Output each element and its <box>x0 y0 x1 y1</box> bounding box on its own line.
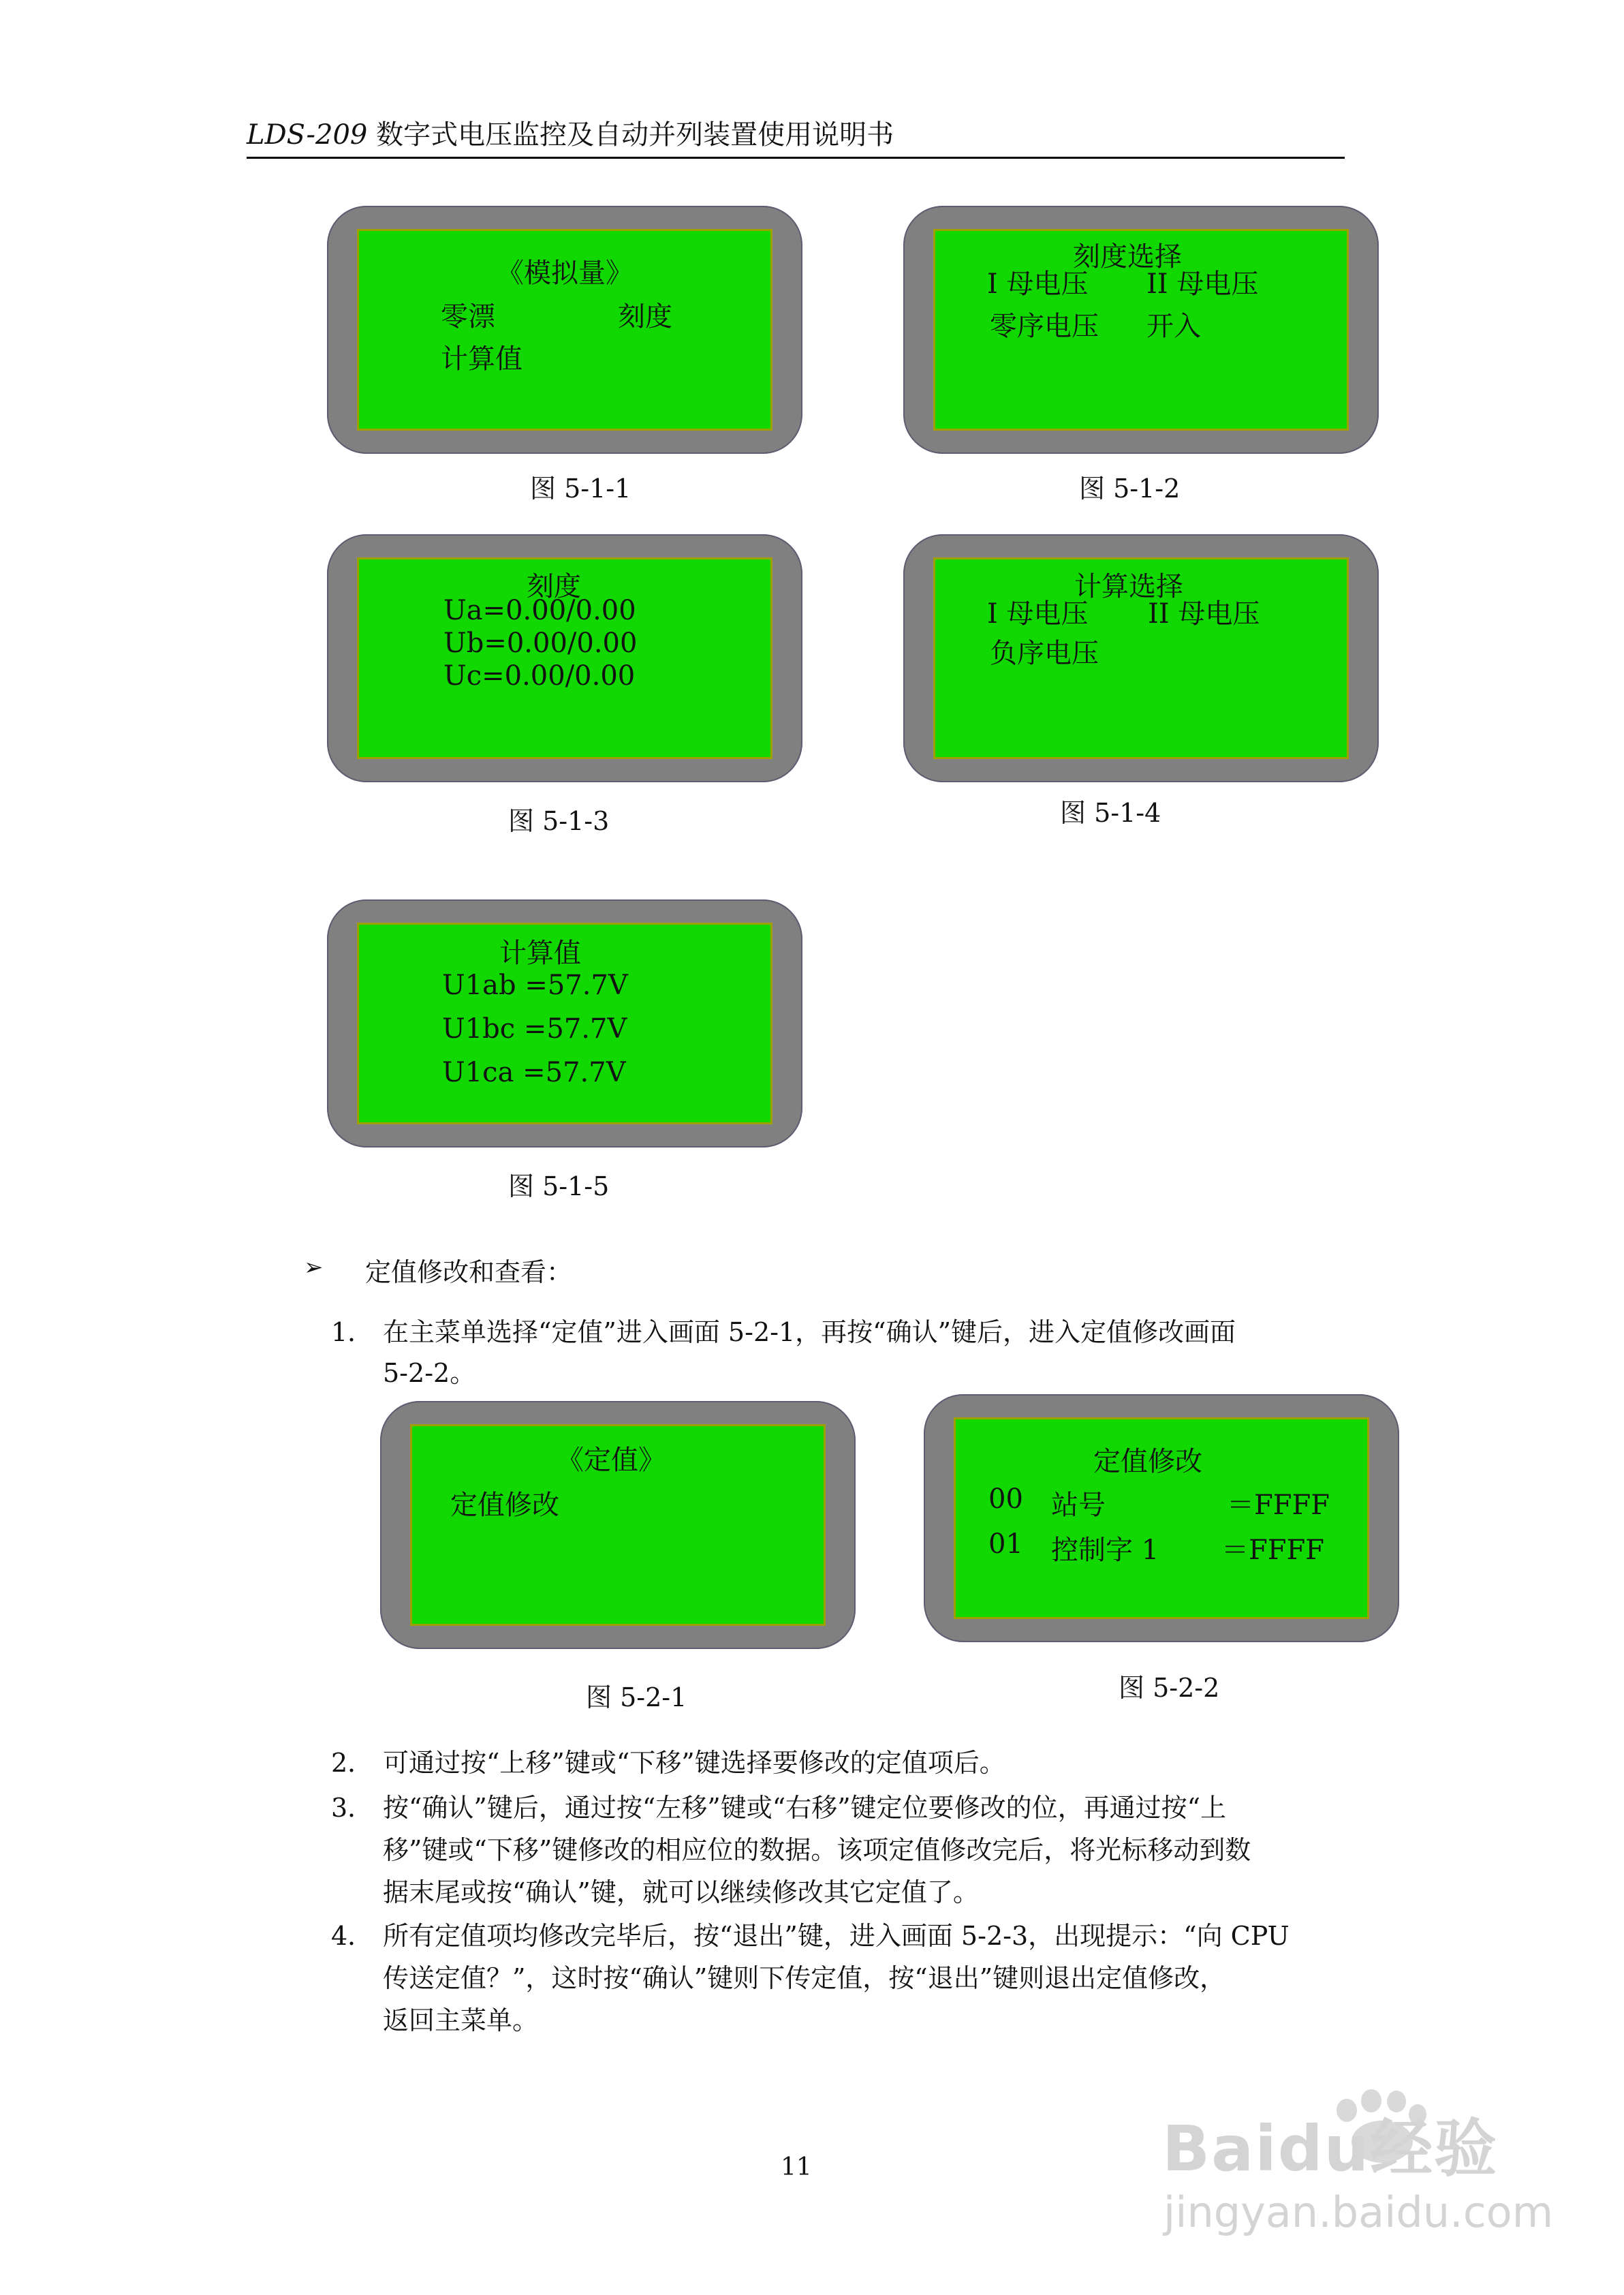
step-line: 在主菜单选择“定值”进入画面 5-2-1，再按“确认”键后，进入定值修改画面 <box>383 1317 1236 1347</box>
lcd-panel-5-2-1 <box>380 1401 856 1649</box>
step-line: 按“确认”键后，通过按“左移”键或“右移”键定位要修改的位，再通过按“上 <box>383 1793 1226 1823</box>
lcd-item-scale: 刻度 <box>618 301 672 333</box>
lcd-panel-5-2-2 <box>924 1394 1399 1642</box>
lcd-item-i-bus-voltage: I 母电压 <box>987 268 1089 300</box>
lcd-screen <box>410 1424 826 1626</box>
figure-caption-5-1-5: 图 5-1-5 <box>508 1171 610 1201</box>
figure-caption-5-1-2: 图 5-1-2 <box>1079 474 1181 504</box>
lcd-screen <box>933 557 1349 759</box>
lcd-screen <box>954 1417 1369 1619</box>
lcd-row-label-control-word: 控制字 1 <box>1051 1535 1159 1566</box>
lcd-item-ii-bus-voltage: II 母电压 <box>1146 268 1259 300</box>
step-number: 4． <box>331 1921 374 1951</box>
figure-caption-5-1-4: 图 5-1-4 <box>1060 798 1161 828</box>
lcd-value-ub: Ub=0.00/0.00 <box>443 628 638 659</box>
lcd-row-label-station-no: 站号 <box>1051 1490 1106 1521</box>
lcd-panel-5-1-2 <box>903 206 1379 454</box>
lcd-title: 《模拟量》 <box>497 258 633 289</box>
step-line: 返回主菜单。 <box>383 2005 539 2035</box>
lcd-row-value: ＝FFFF <box>1221 1535 1325 1566</box>
lcd-title: 《定值》 <box>557 1445 666 1476</box>
lcd-title: 计算值 <box>499 938 581 969</box>
lcd-item-setting-modify: 定值修改 <box>450 1490 559 1521</box>
lcd-item-zero-drift: 零漂 <box>441 301 495 333</box>
section-heading: 定值修改和查看： <box>365 1257 573 1287</box>
lcd-item-binary-input: 开入 <box>1146 311 1201 342</box>
lcd-screen <box>357 229 772 431</box>
lcd-item-calc-value: 计算值 <box>441 343 522 375</box>
lcd-panel-5-1-5 <box>327 899 802 1148</box>
watermark-url: jingyan.baidu.com <box>1164 2187 1554 2237</box>
lcd-item-ii-bus-voltage: II 母电压 <box>1148 598 1260 630</box>
lcd-title: 定值修改 <box>1093 1446 1202 1477</box>
lcd-row-value: ＝FFFF <box>1227 1490 1330 1521</box>
lcd-title: 刻度 <box>527 571 581 602</box>
figure-caption-5-1-3: 图 5-1-3 <box>508 806 610 836</box>
step-line: 移”键或“下移”键修改的相应位的数据。该项定值修改完后，将光标移动到数 <box>383 1835 1251 1865</box>
figure-caption-5-2-1: 图 5-2-1 <box>586 1682 687 1712</box>
lcd-panel-5-1-1 <box>327 206 802 454</box>
lcd-screen <box>357 557 772 759</box>
header-divider <box>247 157 1345 159</box>
lcd-screen <box>933 229 1349 431</box>
step-line: 据末尾或按“确认”键，就可以继续修改其它定值了。 <box>383 1877 979 1907</box>
lcd-item-neg-seq-voltage: 负序电压 <box>990 638 1099 669</box>
bullet-arrow-icon: ➢ <box>304 1254 324 1281</box>
page-number: 11 <box>781 2153 812 2181</box>
lcd-item-i-bus-voltage: I 母电压 <box>987 598 1089 630</box>
document-header <box>247 113 894 152</box>
step-number: 3． <box>331 1793 374 1823</box>
step-line: 所有定值项均修改完毕后，按“退出”键，进入画面 5-2-3，出现提示：“向 CPU <box>383 1921 1290 1951</box>
step-number: 2． <box>331 1748 374 1778</box>
step-line: 传送定值？”，这时按“确认”键则下传定值，按“退出”键则退出定值修改， <box>383 1963 1226 1993</box>
lcd-title: 计算选择 <box>1074 571 1183 602</box>
lcd-row-number: 00 <box>988 1483 1023 1515</box>
lcd-row-number: 01 <box>988 1528 1023 1560</box>
manual-title: 数字式电压监控及自动并列装置使用说明书 <box>367 119 894 151</box>
lcd-value-u1ab: U1ab =57.7V <box>442 970 628 1001</box>
step-number: 1． <box>331 1317 374 1347</box>
lcd-title: 刻度选择 <box>1073 241 1182 273</box>
watermark-brand: Baidu经验 <box>1162 2112 1499 2185</box>
lcd-value-u1ca: U1ca =57.7V <box>442 1057 626 1088</box>
step-line: 5-2-2。 <box>383 1358 476 1388</box>
lcd-value-ua: Ua=0.00/0.00 <box>443 595 636 626</box>
product-model: LDS-209 <box>247 119 368 151</box>
lcd-value-u1bc: U1bc =57.7V <box>442 1013 627 1045</box>
lcd-panel-5-1-4 <box>903 534 1379 782</box>
figure-caption-5-2-2: 图 5-2-2 <box>1119 1673 1220 1703</box>
lcd-item-zero-seq-voltage: 零序电压 <box>990 311 1099 342</box>
lcd-screen <box>357 923 772 1124</box>
step-line: 可通过按“上移”键或“下移”键选择要修改的定值项后。 <box>383 1748 1005 1778</box>
figure-caption-5-1-1: 图 5-1-1 <box>530 474 631 504</box>
lcd-panel-5-1-3 <box>327 534 802 782</box>
lcd-value-uc: Uc=0.00/0.00 <box>443 660 636 692</box>
